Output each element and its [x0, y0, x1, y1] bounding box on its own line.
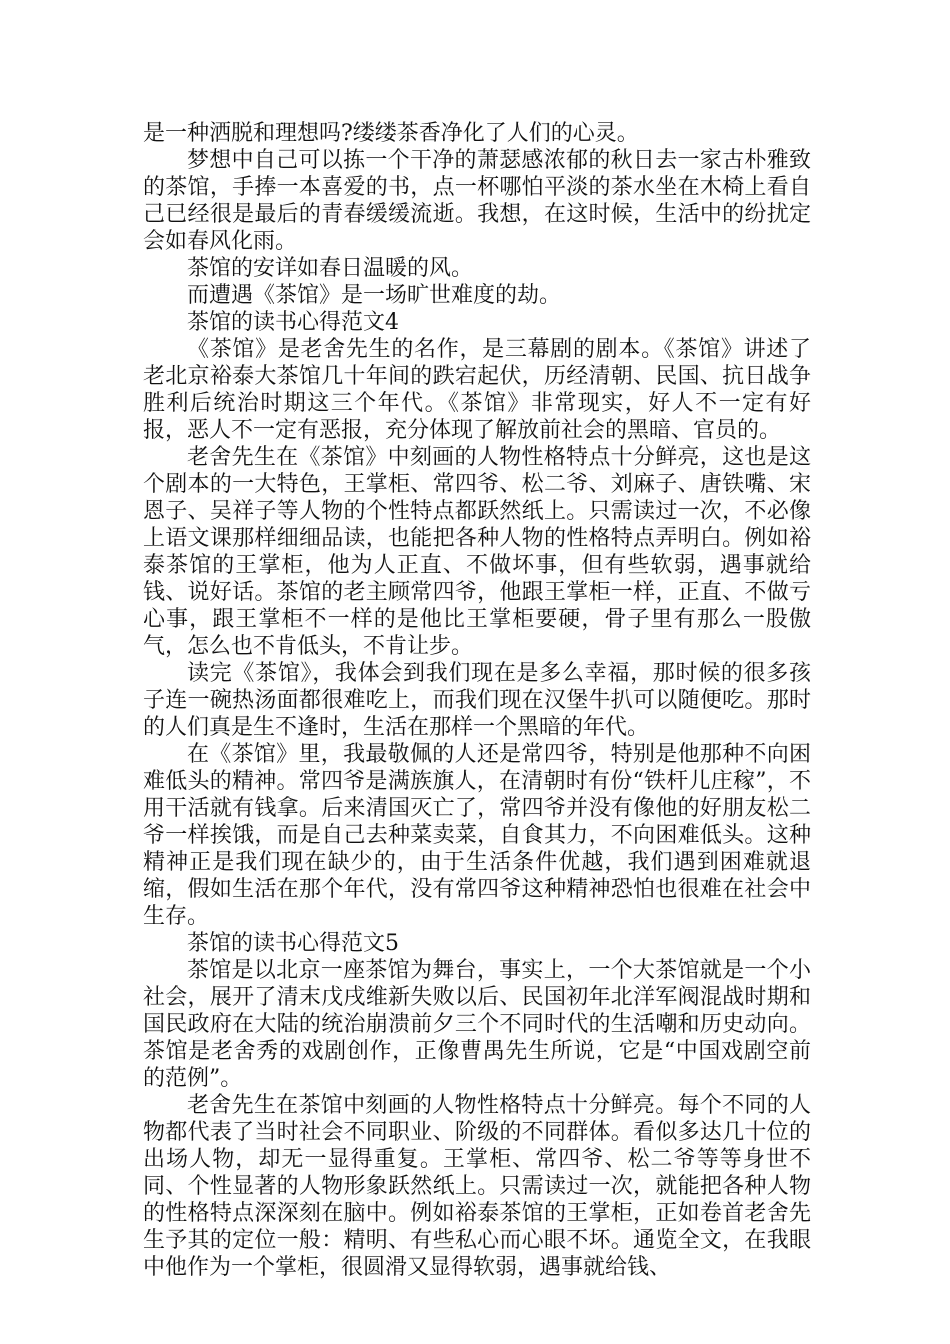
paragraph-3: 茶馆的安详如春日温暖的风。	[187, 256, 474, 281]
paragraph-1: 是一种洒脱和理想吗?缕缕茶香净化了人们的心灵。	[143, 121, 639, 146]
paragraph-6: 《茶馆》是老舍先生的名作，是三幕剧的剧本。《茶馆》讲述了老北京裕泰大茶馆几十年间的跌宕起伏，历经清朝、民国、抗日战争胜利后统治时期这三个年代。《茶馆》非常现实，好人不一定有好报，恶人不一定有恶报，充分体现了解放前社会的黑暗、官员的。	[143, 337, 811, 443]
paragraph-2: 梦想中自己可以拣一个干净的萧瑟感浓郁的秋日去一家古朴雅致的茶馆，手捧一本喜爱的书，点一杯哪怕平淡的茶水坐在木椅上看自己已经很是最后的青春缓缓流逝。我想，在这时候，生活中的纷扰定会如春风化雨。	[143, 148, 811, 254]
paragraph-4: 而遭遇《茶馆》是一场旷世难度的劫。	[187, 283, 562, 308]
document-body	[143, 120, 811, 1281]
section-heading-5: 茶馆的读书心得范文5	[187, 931, 399, 956]
paragraph-12: 老舍先生在茶馆中刻画的人物性格特点十分鲜亮。每个不同的人物都代表了当时社会不同职业、阶级的不同群体。看似多达几十位的出场人物，却无一显得重复。王掌柜、常四爷、松二爷等等身世不同、个性显著的人物形象跃然纸上。只需读过一次，就能把各种人物的性格特点深深刻在脑中。例如裕泰茶馆的王掌柜，正如卷首老舍先生予其的定位一般：精明、有些私心而心眼不坏。通览全文，在我眼中他作为一个掌柜，很圆滑又显得软弱，遇事就给钱、	[143, 1093, 811, 1280]
paragraph-8: 读完《茶馆》，我体会到我们现在是多么幸福，那时候的很多孩子连一碗热汤面都很难吃上，而我们现在汉堡牛扒可以随便吃。那时的人们真是生不逢时，生活在那样一个黑暗的年代。	[143, 661, 811, 740]
paragraph-9: 在《茶馆》里，我最敬佩的人还是常四爷，特别是他那种不向困难低头的精神。常四爷是满族旗人，在清朝时有份“铁杆儿庄稼”，不用干活就有钱拿。后来清国灭亡了，常四爷并没有像他的好朋友松二爷一样挨饿，而是自己去种菜卖菜，自食其力，不向困难低头。这种精神正是我们现在缺少的，由于生活条件优越，我们遇到困难就退缩，假如生活在那个年代，没有常四爷这种精神恐怕也很难在社会中生存。	[143, 742, 811, 929]
paragraph-11: 茶馆是以北京一座茶馆为舞台，事实上，一个大茶馆就是一个小社会，展开了清末戊戌维新失败以后、民国初年北洋军阀混战时期和国民政府在大陆的统治崩溃前夕三个不同时代的生活嘲和历史动向。茶馆是老舍秀的戏剧创作，正像曹禺先生所说，它是“中国戏剧空前的范例”。	[143, 958, 811, 1091]
paragraph-7: 老舍先生在《茶馆》中刻画的人物性格特点十分鲜亮，这也是这个剧本的一大特色，王掌柜、常四爷、松二爷、刘麻子、唐铁嘴、宋恩子、吴祥子等人物的个性特点都跃然纸上。只需读过一次，不必像上语文课那样细细品读，也能把各种人物的性格特点弄明白。例如裕泰茶馆的王掌柜，他为人正直、不做坏事，但有些软弱，遇事就给钱、说好话。茶馆的老主顾常四爷，他跟王掌柜一样，正直、不做亏心事，跟王掌柜不一样的是他比王掌柜要硬，骨子里有那么一股傲气，怎么也不肯低头，不肯让步。	[143, 445, 811, 659]
section-heading-4: 茶馆的读书心得范文4	[187, 310, 399, 335]
